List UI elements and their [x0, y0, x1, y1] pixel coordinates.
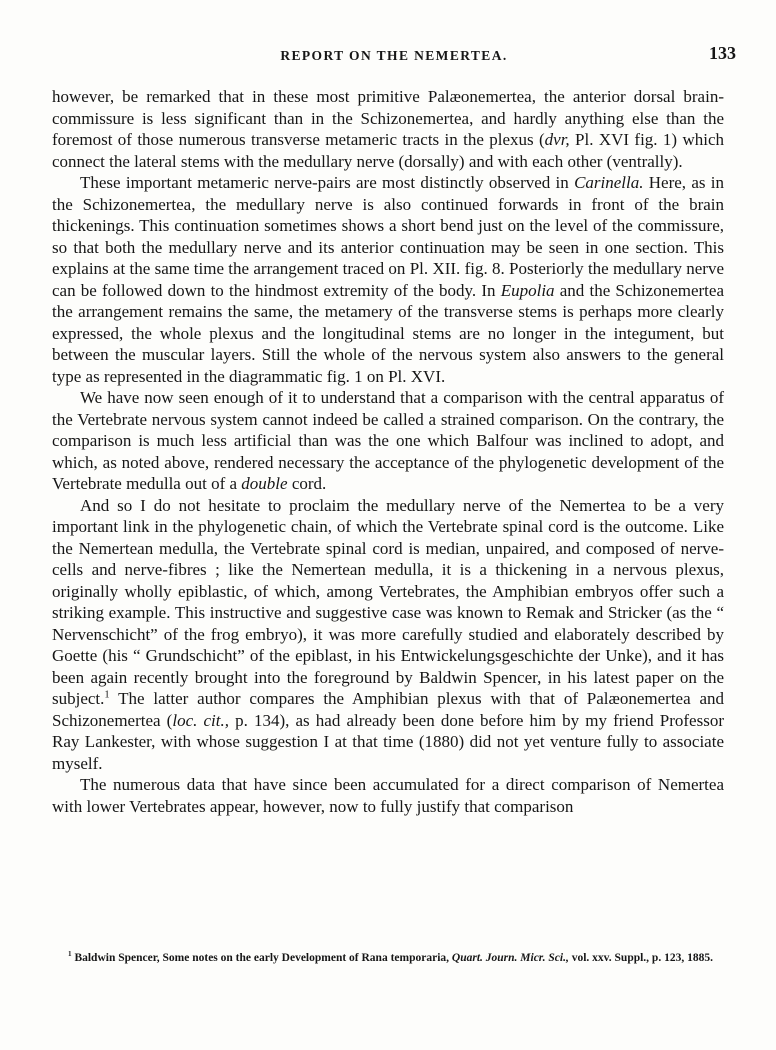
text-run: however, be remarked that in these most primitive Palæonemertea, the anterior dorsal brain-commissure is less significant than in the Schizonemertea, and hardly anything else than the foremost of those numerous transverse metameric tracts in the plexus (	[52, 87, 724, 149]
text-run: We have now seen enough of it to understand that a comparison with the central apparatus of the Vertebrate nervous system cannot indeed be called a strained comparison. On the contrary, the comparison is much less artificial than was the one which Balfour was inclined to adopt, and which, as noted above, rendered necessary the acceptance of the phylogenetic development of the Vertebrate medulla out of a	[52, 388, 724, 493]
running-head	[52, 42, 736, 70]
paragraph-3	[52, 387, 724, 495]
body-text	[52, 86, 724, 817]
paragraph-2	[52, 172, 724, 387]
text-run: and the Schizonemertea the arrangement remains the same, the metamery of the transverse stems is perhaps more clearly expressed, the whole plexus and the longitudinal stems are no longer in the integument, but between the muscular layers. Still the whole of the nervous system also answers to the general type as represented in the diagrammatic fig. 1 on Pl. XVI.	[52, 280, 724, 386]
text-run: The numerous data that have since been accumulated for a direct comparison of Nemertea with lower Vertebrates appear, however, now to fully justify that comparison	[52, 775, 724, 816]
footnote-1	[52, 951, 724, 967]
italic-run: Carinella.	[574, 173, 644, 192]
footnotes	[52, 951, 724, 967]
text-run: These important metameric nerve-pairs are most distinctly observed in	[80, 173, 575, 192]
text-run: vol. xxv. Suppl., p. 123, 1885.	[568, 952, 713, 964]
text-run: Here, as in the Schizonemertea, the medullary nerve is also continued forwards in front of the brain thickenings. This continuation sometimes shows a short bend just on the level of the commissure, so that both the medullary nerve and its anterior continuation may be seen in one section. This explains at the same time the arrangement traced on Pl. XII. fig. 8. Posteriorly the medullary nerve can be followed down to the hindmost extremity of the body. In	[52, 173, 724, 300]
text-run: cord.	[287, 474, 327, 493]
footnote-marker: 1	[68, 950, 72, 959]
italic-run: Quart. Journ. Micr. Sci.,	[451, 952, 569, 964]
text-run: p. 134), as had already been done before him by my friend Professor Ray Lankester, with whose suggestion I at that time (1880) did not yet venture fully to associate myself.	[52, 710, 724, 773]
text-run: And so I do not hesitate to proclaim the medullary nerve of the Nemertea to be a very important link in the phylogenetic chain, of which the Vertebrate spinal cord is the outcome. Like the Nemertean medulla, the Vertebrate spinal cord is median, unpaired, and composed of nerve-cells and nerve-fibres ; like the Nemertean medulla, it is a thickening in a nervous plexus, originally wholly epiblastic, of which, among Vertebrates, the Amphibian embryos offer such a striking example. This instructive and suggestive case was known to Remak and Stricker (as the “ Nervenschicht” of the frog embryo), it was more carefully studied and elaborately described by Goette (his “ Grundschicht” of the epiblast, in his Entwickelungsgeschichte der Unke), and it has been again recently brought into the foreground by Baldwin Spencer, in his latest paper on the subject.	[52, 495, 724, 708]
page-number: 133	[709, 43, 736, 63]
footnote-reference[interactable]: 1	[104, 689, 110, 701]
paragraph-4	[52, 495, 724, 775]
paragraph-1	[52, 86, 724, 172]
running-head-title: REPORT ON THE NEMERTEA.	[280, 48, 508, 63]
text-run: Baldwin Spencer, Some notes on the early Development of Rana temporaria,	[71, 952, 452, 964]
text-run: Pl. XVI fig. 1) which connect the lateral stems with the medullary nerve (dorsally) and with each other (ventrally).	[52, 130, 724, 171]
paragraph-5	[52, 774, 724, 817]
text-run: The latter author compares the Amphibian plexus with that of Palæonemertea and Schizonemertea (	[52, 689, 724, 730]
italic-run: loc. cit.,	[172, 710, 229, 730]
italic-run: Eupolia	[500, 280, 555, 300]
italic-run: dvr,	[544, 130, 570, 149]
italic-run: double	[241, 474, 288, 493]
